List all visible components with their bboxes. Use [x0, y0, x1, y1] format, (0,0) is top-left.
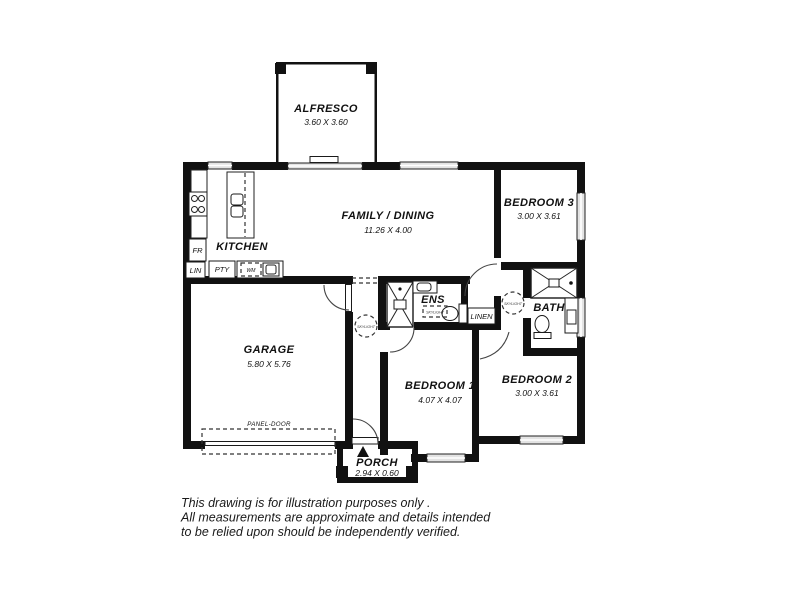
porch-post-right — [406, 466, 418, 478]
disclaimer-line2: All measurements are approximate and details intended — [181, 510, 491, 525]
bedroom2-dims: 3.00 X 3.61 — [515, 388, 559, 398]
entry-arrow-icon — [357, 446, 369, 457]
bedroom3-door — [465, 264, 497, 296]
linen-label: LINEN — [470, 312, 493, 321]
bedroom1-window — [427, 454, 465, 462]
ens-skylight-label: SKYLIGHT — [426, 310, 444, 315]
bedroom2-door — [480, 332, 509, 359]
kitchen-fixtures — [186, 170, 283, 278]
family-dining-dims: 11.26 X 4.00 — [364, 225, 412, 235]
front-door — [352, 419, 378, 457]
bedroom1-dims: 4.07 X 4.07 — [418, 395, 462, 405]
vanity-icon — [413, 281, 437, 293]
bath-vanity-icon — [565, 298, 578, 333]
disclaimer — [180, 496, 491, 539]
ens-door — [390, 328, 414, 352]
toilet-icon — [442, 304, 467, 323]
porch-dims: 2.94 X 0.60 — [355, 468, 399, 478]
bedroom1-label: BEDROOM 1 — [404, 380, 476, 392]
lin-label: LIN — [189, 266, 202, 275]
garage-dims: 5.80 X 5.76 — [247, 359, 291, 369]
shower-icon — [387, 282, 413, 327]
porch-label: PORCH — [356, 457, 398, 469]
disclaimer-line1: This drawing is for illustration purposes only . — [181, 496, 431, 510]
alfresco-dims: 3.60 X 3.60 — [304, 117, 348, 127]
bedroom2-window — [520, 436, 563, 444]
panel-door-label: PANEL-DOOR — [247, 421, 291, 428]
garage-door — [324, 285, 352, 312]
lobby-skylight-label: SKYLIGHT — [504, 302, 522, 306]
alfresco-label: ALFRESCO — [294, 103, 358, 115]
pantry-label: PTY — [214, 265, 230, 274]
fridge-label: FR — [192, 246, 203, 255]
cooktop-icon — [189, 192, 207, 216]
family-dining-label: FAMILY / DINING — [341, 210, 435, 222]
disclaimer-line3: to be relied upon should be independently verified. — [181, 525, 461, 539]
bath-shower-icon — [531, 268, 577, 298]
laundry-bench — [237, 261, 283, 278]
island-bench — [227, 172, 254, 238]
sink-icon — [231, 194, 243, 205]
garage-label: GARAGE — [243, 344, 295, 356]
bedroom3-label: BEDROOM 3 — [503, 197, 575, 209]
bedroom3-window — [577, 193, 585, 240]
panel-door — [202, 429, 335, 454]
hall-skylight-label: SKYLIGHT — [357, 325, 375, 329]
ens-label: ENS — [421, 294, 445, 306]
kitchen-window — [208, 162, 232, 169]
wm-label: WM — [246, 268, 256, 274]
bath-label: BATH — [533, 302, 565, 314]
bedroom2-label: BEDROOM 2 — [501, 374, 573, 386]
family-window — [400, 162, 458, 169]
porch-post-left — [336, 466, 348, 478]
bath-toilet-icon — [534, 316, 551, 339]
alfresco-sliding-door — [288, 157, 362, 170]
alfresco-post-left — [275, 63, 286, 74]
alfresco-post-right — [366, 63, 377, 74]
bedroom3-dims: 3.00 X 3.61 — [517, 211, 561, 221]
kitchen-label: KITCHEN — [216, 241, 268, 253]
